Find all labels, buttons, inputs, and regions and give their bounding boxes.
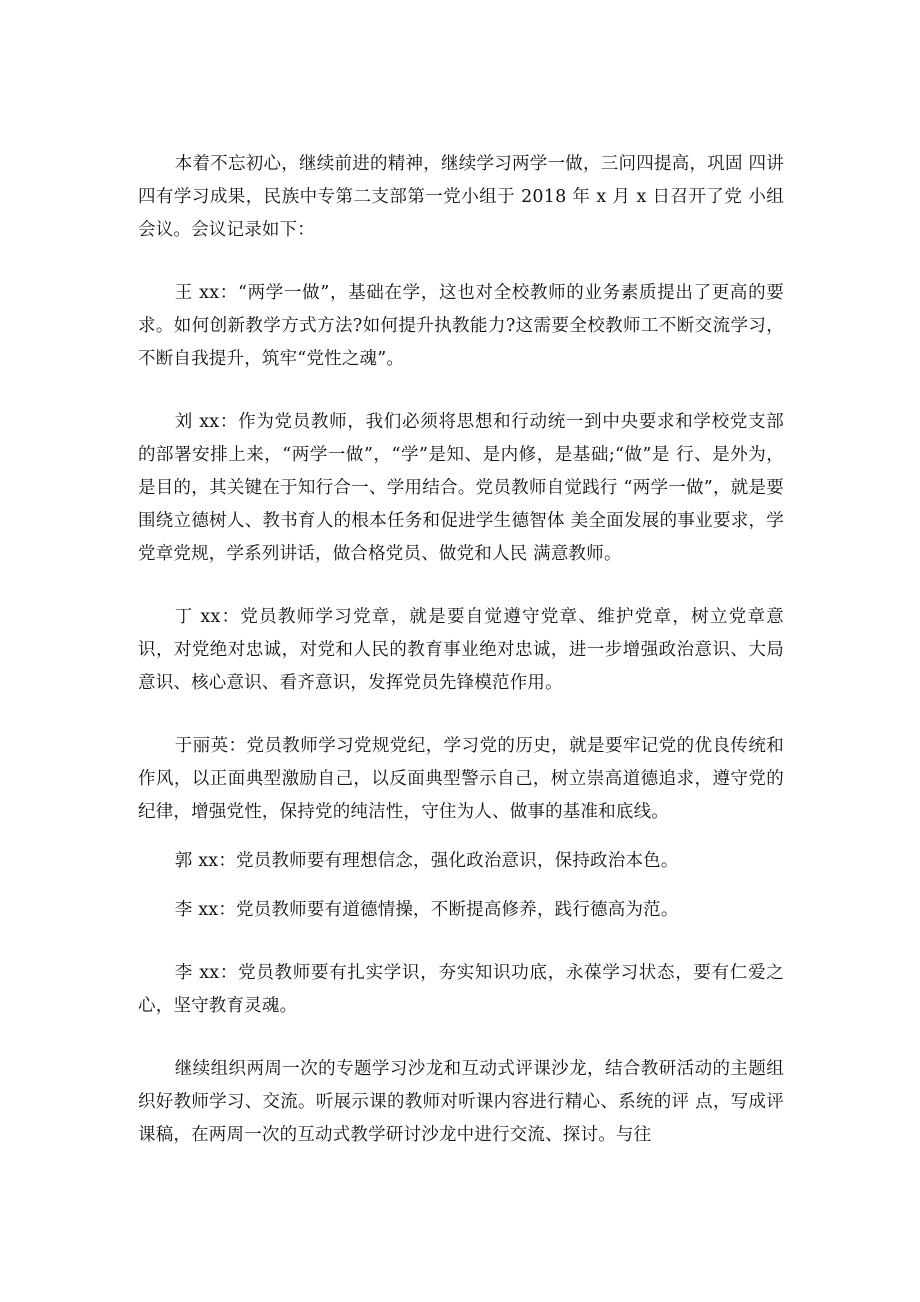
document-body (138, 148, 784, 1152)
paragraph-guo: 郭 xx：党员教师要有理想信念，强化政治意识，保持政治本色。 (174, 851, 679, 871)
paragraph-wang: 王 xx：“两学一做”，基础在学，这也对全校教师的业务素质提出了更高的要求。如何创新教学方式方法?如何提升执教能力?这需要全校教师工不断交流学习，不断自我提升，筑牢“党性之魂”。 (138, 283, 784, 369)
paragraph-li-2: 李 xx：党员教师要有扎实学识，夯实知识功底，永葆学习状态，要有仁爱之心，坚守教育灵魂。 (138, 963, 784, 1016)
paragraph-ding: 丁 xx：党员教师学习党章，就是要自觉遵守党章、维护党章，树立党章意识，对党绝对忠诚，对党和人民的教育事业绝对忠诚，进一步增强政治意识、大局意识、核心意识、看齐意识，发挥党员先锋模范作用。 (138, 607, 784, 693)
paragraph-salon: 继续组织两周一次的专题学习沙龙和互动式评课沙龙，结合教研活动的主题组织好教师学习、交流。听展示课的教师对听课内容进行精心、系统的评 点，写成评课稿，在两周一次的互动式教学研讨沙龙中进行交流、探讨。与往 (138, 1059, 784, 1145)
paragraph-liu: 刘 xx：作为党员教师，我们必须将思想和行动统一到中央要求和学校党支部的部署安排上来，“两学一做”，“学”是知、是内修，是基础;“做”是 行、是外为，是目的，其关键在于知行合一、学用结合。党员教师自觉践行 “两学一做”，就是要围绕立德树人、教书育人的根本任务和促进学生德智体 美全面发展的事业要求，学党章党规，学系列讲话，做合格党员、做党和人民 满意教师。 (138, 412, 784, 564)
paragraph-intro: 本着不忘初心，继续前进的精神，继续学习两学一做，三问四提高，巩固 四讲四有学习成果，民族中专第二支部第一党小组于 2018 年 x 月 x 日召开了党 小组会议。会议记录如下： (138, 154, 784, 240)
paragraph-yu: 于丽英：党员教师学习党规党纪，学习党的历史，就是要牢记党的优良传统和作风，以正面典型激励自己，以反面典型警示自己，树立崇高道德追求，遵守党的纪律，增强党性，保持党的纯洁性，守住为人、做事的基准和底线。 (138, 736, 784, 822)
paragraph-li-1: 李 xx：党员教师要有道德情操，不断提高修养，践行德高为范。 (174, 900, 679, 920)
